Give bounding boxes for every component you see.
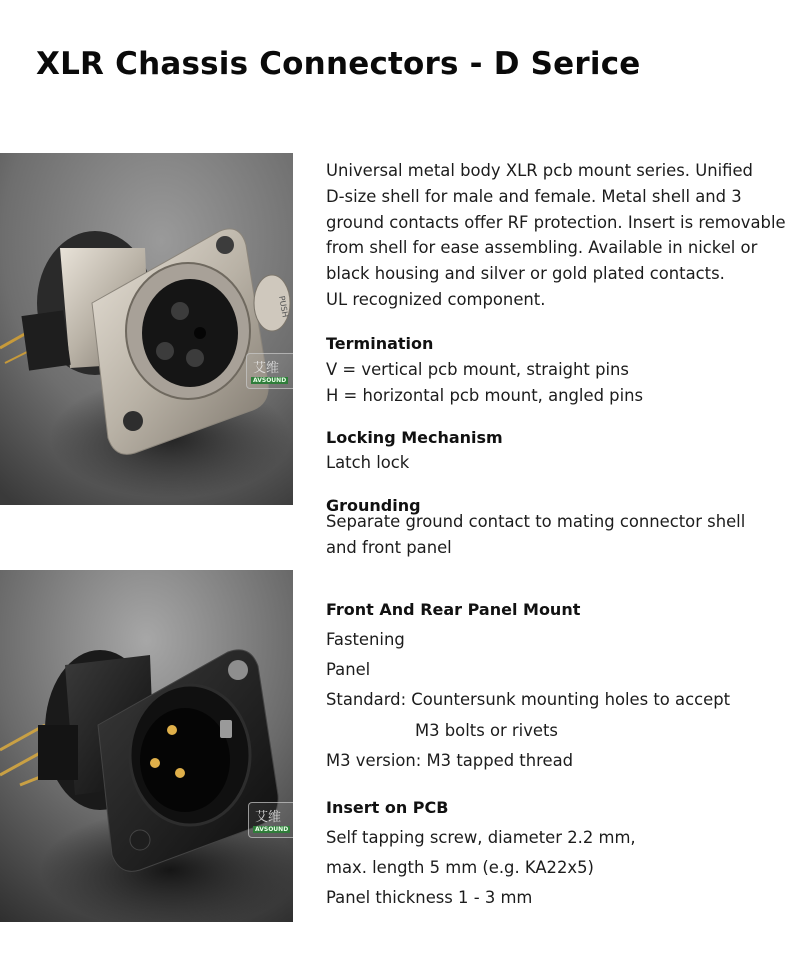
spec-line: Standard: Countersunk mounting holes to accept [326,690,731,709]
spec-line: Self tapping screw, diameter 2.2 mm, [326,828,636,847]
watermark [248,802,293,838]
page-title: XLR Chassis Connectors - D Serice [36,46,641,82]
spec-line: Panel thickness 1 - 3 mm [326,888,533,907]
spec-line: max. length 5 mm (e.g. KA22x5) [326,858,594,877]
watermark [246,353,293,389]
intro-line: ground contacts offer RF protection. Insert is removable [326,213,786,232]
spec-line: and front panel [326,538,452,557]
spec-line: M3 version: M3 tapped thread [326,751,574,770]
intro-line: UL recognized component. [326,290,546,309]
spec-line: Separate ground contact to mating connector shell [326,512,746,531]
product-photo-male-black [0,570,293,922]
spec-line: Panel [326,660,371,679]
intro-line: D-size shell for male and female. Metal shell and 3 [326,187,742,206]
spec-line: M3 bolts or rivets [415,721,558,740]
watermark-brand-cn: 艾维 [255,810,282,825]
watermark-brand-en: AVSOUND [255,826,289,833]
svg-text:PUSH: PUSH [277,295,290,319]
spec-line: Fastening [326,630,405,649]
spec-line: Latch lock [326,453,410,472]
spec-line: H = horizontal pcb mount, angled pins [326,386,644,405]
section-heading: Insert on PCB [326,798,449,817]
section-heading: Front And Rear Panel Mount [326,600,581,619]
intro-line: Universal metal body XLR pcb mount series. Unified [326,161,753,180]
section-heading: Termination [326,334,434,353]
section-heading: Grounding [326,496,421,515]
intro-line: from shell for ease assembling. Available in nickel or [326,238,758,257]
product-photo-female-nickel [0,153,293,505]
watermark-brand-cn: 艾维 [253,361,280,376]
watermark-brand-en: AVSOUND [253,377,287,384]
intro-line: black housing and silver or gold plated contacts. [326,264,725,283]
section-heading: Locking Mechanism [326,428,503,447]
spec-line: V = vertical pcb mount, straight pins [326,360,629,379]
